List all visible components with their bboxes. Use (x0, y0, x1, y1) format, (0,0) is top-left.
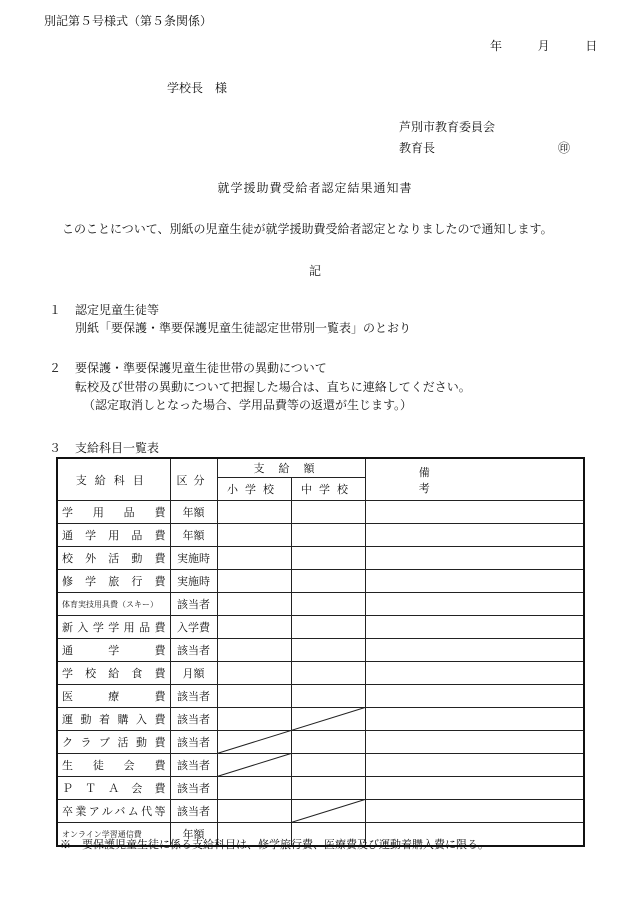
row-remarks-cell[interactable] (365, 593, 584, 616)
table-row (57, 501, 584, 524)
row-junior-cell[interactable] (291, 593, 365, 616)
row-elementary-cell[interactable] (217, 800, 291, 823)
row-kubun: 該当者 (170, 754, 217, 777)
row-elementary-cell[interactable] (217, 731, 291, 754)
subsidy-table (56, 457, 585, 847)
row-remarks-cell[interactable] (365, 570, 584, 593)
section2-body-line1: 転校及び世帯の異動について把握した場合は、直ちに連絡してください。 (75, 380, 471, 394)
header-remarks-label: 備考 (418, 465, 530, 495)
row-item: 学校給食費 (57, 662, 170, 685)
table-row (57, 662, 584, 685)
table-row (57, 639, 584, 662)
row-remarks-cell[interactable] (365, 708, 584, 731)
row-kubun: 実施時 (170, 570, 217, 593)
row-item: 運動着購入費 (57, 708, 170, 731)
seal-mark: ㊞ (558, 141, 571, 155)
row-junior-cell[interactable] (291, 570, 365, 593)
row-item: クラブ活動費 (57, 731, 170, 754)
row-kubun: 実施時 (170, 547, 217, 570)
date-line (490, 37, 597, 54)
header-kubun: 区分 (170, 458, 217, 501)
section2-number: ２ (49, 361, 62, 375)
row-elementary-cell[interactable] (217, 570, 291, 593)
table-row (57, 685, 584, 708)
section1-number: １ (49, 303, 62, 317)
row-elementary-cell[interactable] (217, 754, 291, 777)
sender-organization: 芦別市教育委員会 (399, 120, 496, 134)
row-item: 体育実技用具費（スキー） (57, 593, 170, 616)
row-item: 通学用品費 (57, 524, 170, 547)
table-row (57, 754, 584, 777)
row-item: 通学費 (57, 639, 170, 662)
row-remarks-cell[interactable] (365, 662, 584, 685)
table-row (57, 570, 584, 593)
row-remarks-cell[interactable] (365, 754, 584, 777)
row-elementary-cell[interactable] (217, 685, 291, 708)
row-kubun: 該当者 (170, 708, 217, 731)
date-year: 年 (490, 39, 503, 53)
row-elementary-cell[interactable] (217, 524, 291, 547)
table-body (57, 501, 584, 847)
section2-body-line2: （認定取消しとなった場合、学用品費等の返還が生じます。） (83, 398, 413, 412)
row-elementary-cell[interactable] (217, 777, 291, 800)
header-amount: 支給額 (217, 458, 365, 478)
subsidy-table-container (56, 457, 583, 841)
row-elementary-cell[interactable] (217, 639, 291, 662)
date-month: 月 (537, 39, 550, 53)
row-item: ＰＴＡ会費 (57, 777, 170, 800)
row-kubun: 入学費 (170, 616, 217, 639)
row-junior-cell[interactable] (291, 685, 365, 708)
row-junior-cell[interactable] (291, 777, 365, 800)
row-remarks-cell[interactable] (365, 639, 584, 662)
row-remarks-cell[interactable] (365, 800, 584, 823)
row-item: 新入学学用品費 (57, 616, 170, 639)
table-row (57, 731, 584, 754)
row-item: 学用品費 (57, 501, 170, 524)
section3-heading: 支給科目一覧表 (75, 441, 160, 455)
row-remarks-cell[interactable] (365, 547, 584, 570)
row-kubun: 年額 (170, 524, 217, 547)
row-kubun: 年額 (170, 501, 217, 524)
table-row (57, 777, 584, 800)
row-item: 校外活動費 (57, 547, 170, 570)
section1-heading: 認定児童生徒等 (75, 303, 160, 317)
row-item: オンライン学習通信費 (57, 823, 170, 847)
row-remarks-cell[interactable] (365, 731, 584, 754)
addressee: 学校長 様 (167, 81, 228, 95)
section3-number: ３ (49, 441, 62, 455)
sender-title: 教育長 (399, 141, 436, 155)
row-kubun: 該当者 (170, 593, 217, 616)
row-item: 生徒会費 (57, 754, 170, 777)
header-elementary: 小学校 (217, 478, 291, 501)
table-row (57, 708, 584, 731)
row-remarks-cell[interactable] (365, 685, 584, 708)
header-item: 支給科目 (57, 458, 170, 501)
ki-heading: 記 (308, 264, 321, 278)
table-row (57, 800, 584, 823)
row-kubun: 該当者 (170, 800, 217, 823)
row-junior-cell[interactable] (291, 731, 365, 754)
document-title: 就学援助費受給者認定結果通知書 (217, 181, 413, 195)
row-junior-cell[interactable] (291, 662, 365, 685)
row-elementary-cell[interactable] (217, 501, 291, 524)
row-junior-cell[interactable] (291, 616, 365, 639)
row-elementary-cell[interactable] (217, 662, 291, 685)
row-kubun: 該当者 (170, 639, 217, 662)
date-day: 日 (585, 39, 598, 53)
row-item: 医療費 (57, 685, 170, 708)
row-elementary-cell[interactable] (217, 616, 291, 639)
row-junior-cell[interactable] (291, 800, 365, 823)
row-junior-cell[interactable] (291, 501, 365, 524)
table-row (57, 547, 584, 570)
row-junior-cell[interactable] (291, 708, 365, 731)
row-item: 卒業アルバム代等 (57, 800, 170, 823)
table-row (57, 616, 584, 639)
row-junior-cell[interactable] (291, 754, 365, 777)
row-remarks-cell[interactable] (365, 777, 584, 800)
row-elementary-cell[interactable] (217, 593, 291, 616)
header-remarks (365, 458, 584, 501)
row-kubun: 年額 (170, 823, 217, 847)
row-junior-cell[interactable] (291, 547, 365, 570)
section1-body: 別紙「要保護・準要保護児童生徒認定世帯別一覧表」のとおり (75, 321, 412, 335)
row-item: 修学旅行費 (57, 570, 170, 593)
body-text: このことについて、別紙の児童生徒が就学援助費受給者認定となりましたので通知します。 (62, 222, 553, 236)
table-row (57, 593, 584, 616)
header-junior: 中学校 (291, 478, 365, 501)
row-remarks-cell[interactable] (365, 501, 584, 524)
row-kubun: 該当者 (170, 685, 217, 708)
form-identifier: 別記第５号様式（第５条関係） (44, 14, 213, 28)
row-remarks-cell[interactable] (365, 616, 584, 639)
row-junior-cell[interactable] (291, 639, 365, 662)
row-elementary-cell[interactable] (217, 708, 291, 731)
row-elementary-cell[interactable] (217, 547, 291, 570)
footnote: ※ 要保護児童生徒に係る支給科目は、修学旅行費、医療費及び運動着購入費に限る。 (60, 838, 489, 851)
row-remarks-cell[interactable] (365, 524, 584, 547)
row-kubun: 該当者 (170, 777, 217, 800)
table-row (57, 524, 584, 547)
row-junior-cell[interactable] (291, 524, 365, 547)
section2-heading: 要保護・準要保護児童生徒世帯の異動について (75, 361, 327, 375)
row-kubun: 月額 (170, 662, 217, 685)
row-kubun: 該当者 (170, 731, 217, 754)
